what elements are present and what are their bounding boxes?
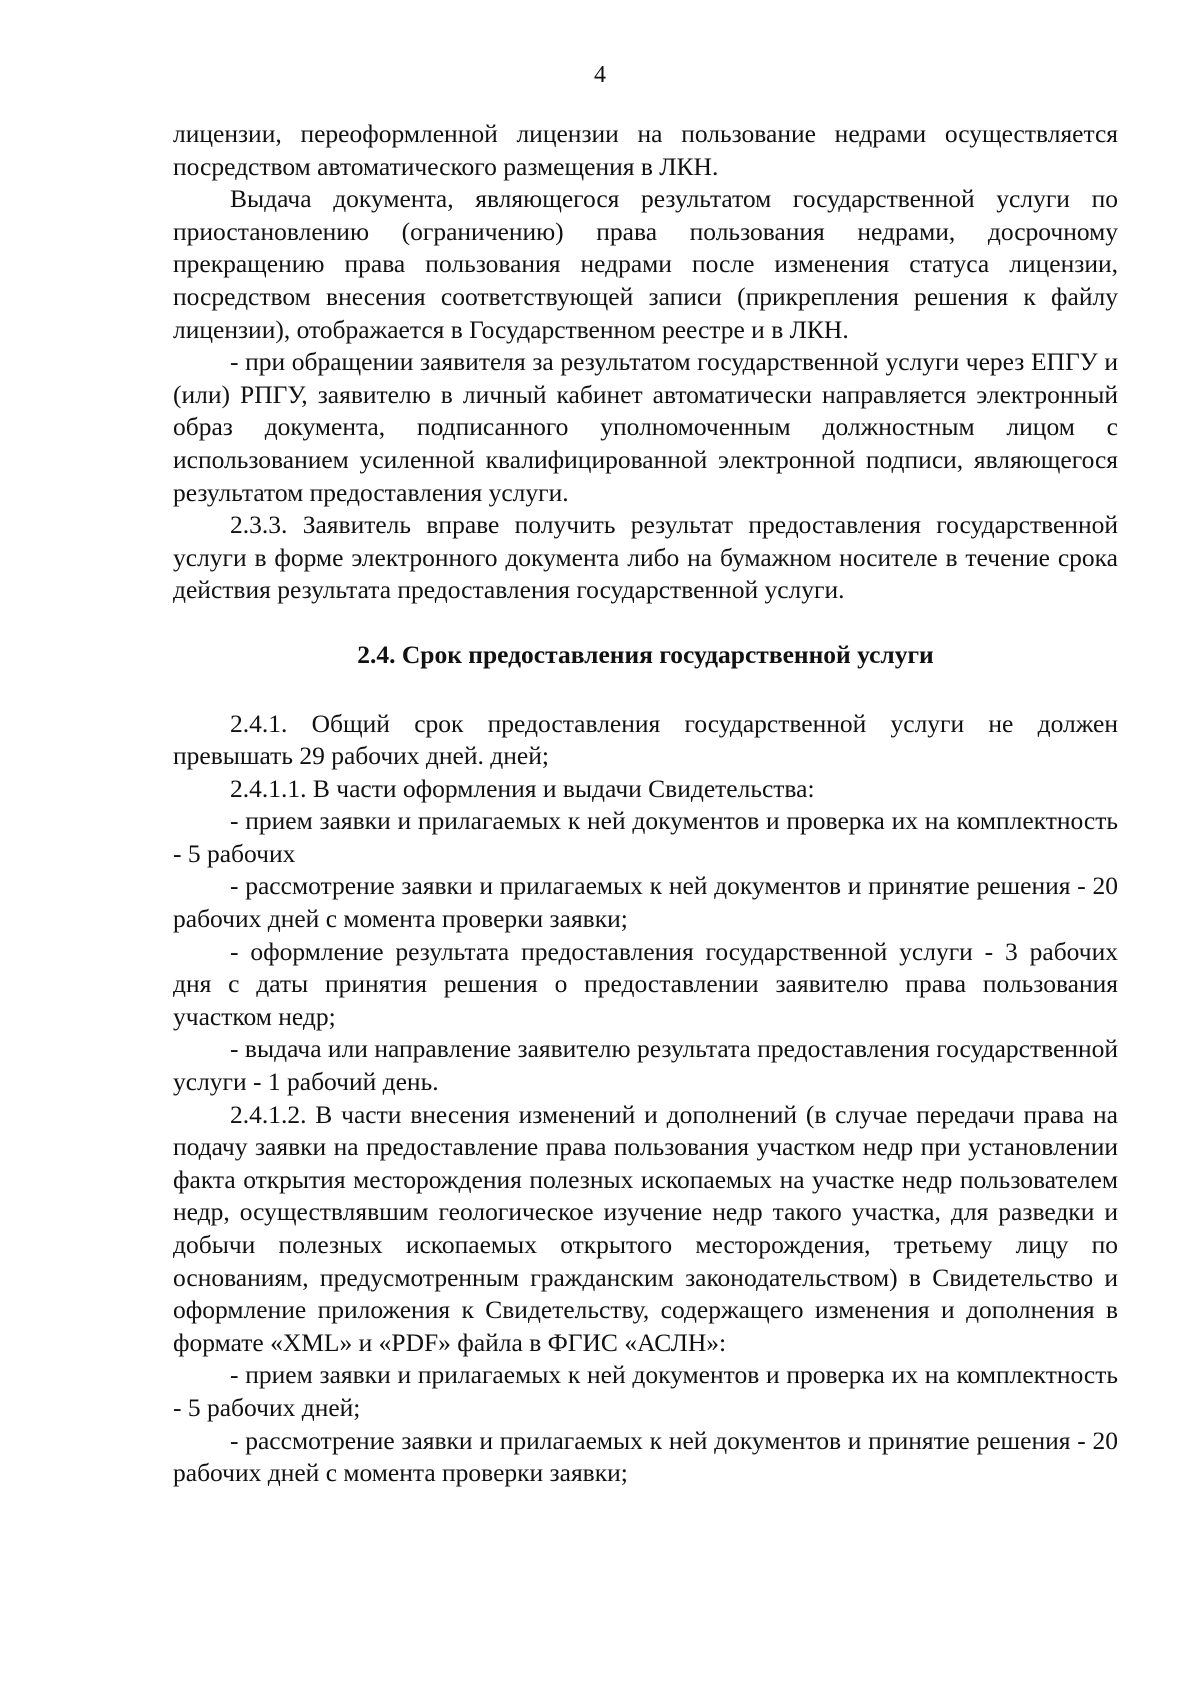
list-item-application-receipt: - прием заявки и прилагаемых к ней документов и проверка их на комплектность - 5 рабочих xyxy=(173,806,1118,868)
paragraph-document-issuance: Выдача документа, являющегося результатом государственной услуги по приостановлению (ограничению) права пользования недрами, досрочному прекращению права пользования недрами после изменения статуса лицензии, посредством внесения соответствующей записи (прикрепления решения к файлу лицензии), отображается в Государственном реестре и в ЛКН. xyxy=(173,184,1118,344)
paragraph-epgu-result: - при обращении заявителя за результатом государственной услуги через ЕПГУ и (или) РПГУ, заявителю в личный кабинет автоматически направляется электронный образ документа, подписанного уполномоченным должностным лицом с использованием усиленной квалифицированной электронной подписи, являющегося результатом предоставления услуги. xyxy=(173,347,1118,507)
paragraph-2-4-1-2: 2.4.1.2. В части внесения изменений и дополнений (в случае передачи права на подачу заявки на предоставление права пользования участком недр при установлении факта открытия месторождения полезных ископаемых на участке недр пользователем недр, осуществлявшим геологическое изучение недр такого участка, для разведки и добычи полезных ископаемых открытого месторождения, третьему лицу по основаниям, предусмотренным гражданским законодательством) в Свидетельство и оформление приложения к Свидетельству, содержащего изменения и дополнения в формате «XML» и «PDF» файла в ФГИС «АСЛН»: xyxy=(173,1099,1118,1357)
list-item-result-issuance: - выдача или направление заявителю результата предоставления государственной услуги - 1 рабочий день. xyxy=(173,1034,1118,1097)
paragraph-license-placement: лицензии, переоформленной лицензии на пользование недрами осуществляется посредством автоматического размещения в ЛКН. xyxy=(173,119,1118,181)
document-body xyxy=(173,118,1118,1490)
paragraph-2-3-3: 2.3.3. Заявитель вправе получить результат предоставления государственной услуги в форме электронного документа либо на бумажном носителе в течение срока действия результата предоставления государственной услуги. xyxy=(173,510,1118,605)
page-number: 4 xyxy=(594,62,606,88)
section-heading-2-4: 2.4. Срок предоставления государственной услуги xyxy=(357,639,934,669)
paragraph-2-4-1-1: 2.4.1.1. В части оформления и выдачи Свидетельства: xyxy=(230,773,815,803)
list-item-application-receipt-2: - прием заявки и прилагаемых к ней документов и проверка их на комплектность - 5 рабочих дней; xyxy=(173,1360,1118,1422)
list-item-application-review-2: - рассмотрение заявки и прилагаемых к ней документов и принятие решения - 20 рабочих дней с момента проверки заявки; xyxy=(173,1425,1118,1488)
list-item-result-formalization: - оформление результата предоставления государственной услуги - 3 рабочих дня с даты принятия решения о предоставлении заявителю права пользования участком недр; xyxy=(173,936,1118,1031)
paragraph-2-4-1: 2.4.1. Общий срок предоставления государственной услуги не должен превышать 29 рабочих дней. дней; xyxy=(173,708,1118,771)
list-item-application-review: - рассмотрение заявки и прилагаемых к ней документов и принятие решения - 20 рабочих дней с момента проверки заявки; xyxy=(173,871,1118,934)
